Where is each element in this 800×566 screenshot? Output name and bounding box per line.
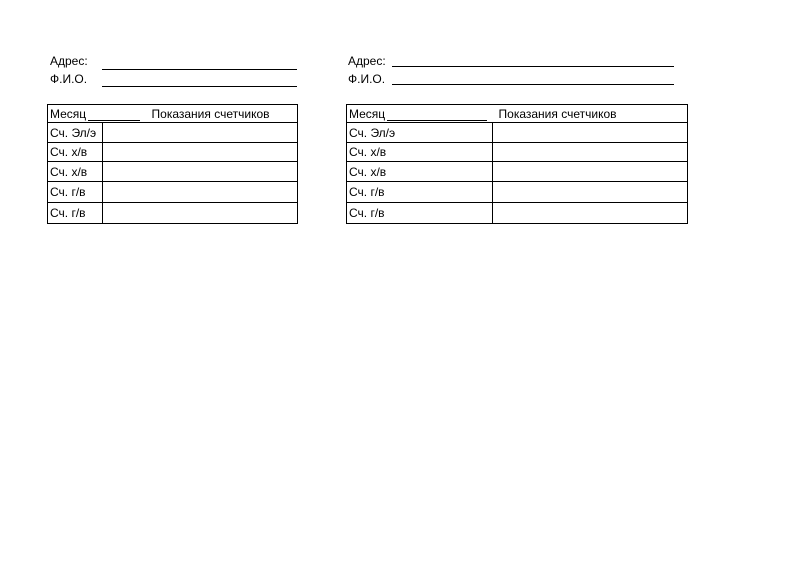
table-row [347,143,688,162]
row-value-cell[interactable] [103,143,298,162]
right-address-label: Адрес: [348,54,386,68]
row-label: Сч. х/в [48,162,103,182]
table-header-row [347,105,688,123]
row-label: Сч. г/в [347,203,493,224]
row-label: Сч. г/в [48,182,103,203]
month-field[interactable] [88,109,140,121]
month-field[interactable] [387,109,487,121]
right-readings-table [346,104,688,224]
row-value-cell[interactable] [493,162,688,182]
row-label: Сч. х/в [48,143,103,162]
row-label: Сч. х/в [347,162,493,182]
left-address-label: Адрес: [50,54,88,68]
row-value-cell[interactable] [103,162,298,182]
left-name-label: Ф.И.О. [50,72,88,86]
table-header [347,105,688,123]
left-address-field[interactable] [102,69,297,70]
readings-header: Показания счетчиков [498,106,617,121]
table-row [347,203,688,224]
table-header [48,105,298,123]
row-label: Сч. г/в [48,203,103,224]
row-value-cell[interactable] [493,143,688,162]
right-name-label: Ф.И.О. [348,72,386,86]
table-row [347,162,688,182]
table-row [48,203,298,224]
row-value-cell[interactable] [103,123,298,143]
left-readings-table [47,104,298,224]
row-value-cell[interactable] [493,203,688,224]
month-label: Месяц [349,106,386,121]
readings-header: Показания счетчиков [151,106,270,121]
row-label: Сч. Эл/э [48,123,103,143]
table-row [48,182,298,203]
row-label: Сч. х/в [347,143,493,162]
right-name-field[interactable] [392,84,674,85]
row-value-cell[interactable] [493,123,688,143]
month-label: Месяц [50,106,87,121]
left-name-field[interactable] [102,86,297,87]
table-header-row [48,105,298,123]
right-address-field[interactable] [392,66,674,67]
table-row [48,123,298,143]
table-row [347,182,688,203]
table-row [48,162,298,182]
table-row [48,143,298,162]
table-row [347,123,688,143]
row-label: Сч. г/в [347,182,493,203]
row-label: Сч. Эл/э [347,123,493,143]
row-value-cell[interactable] [103,203,298,224]
row-value-cell[interactable] [493,182,688,203]
row-value-cell[interactable] [103,182,298,203]
